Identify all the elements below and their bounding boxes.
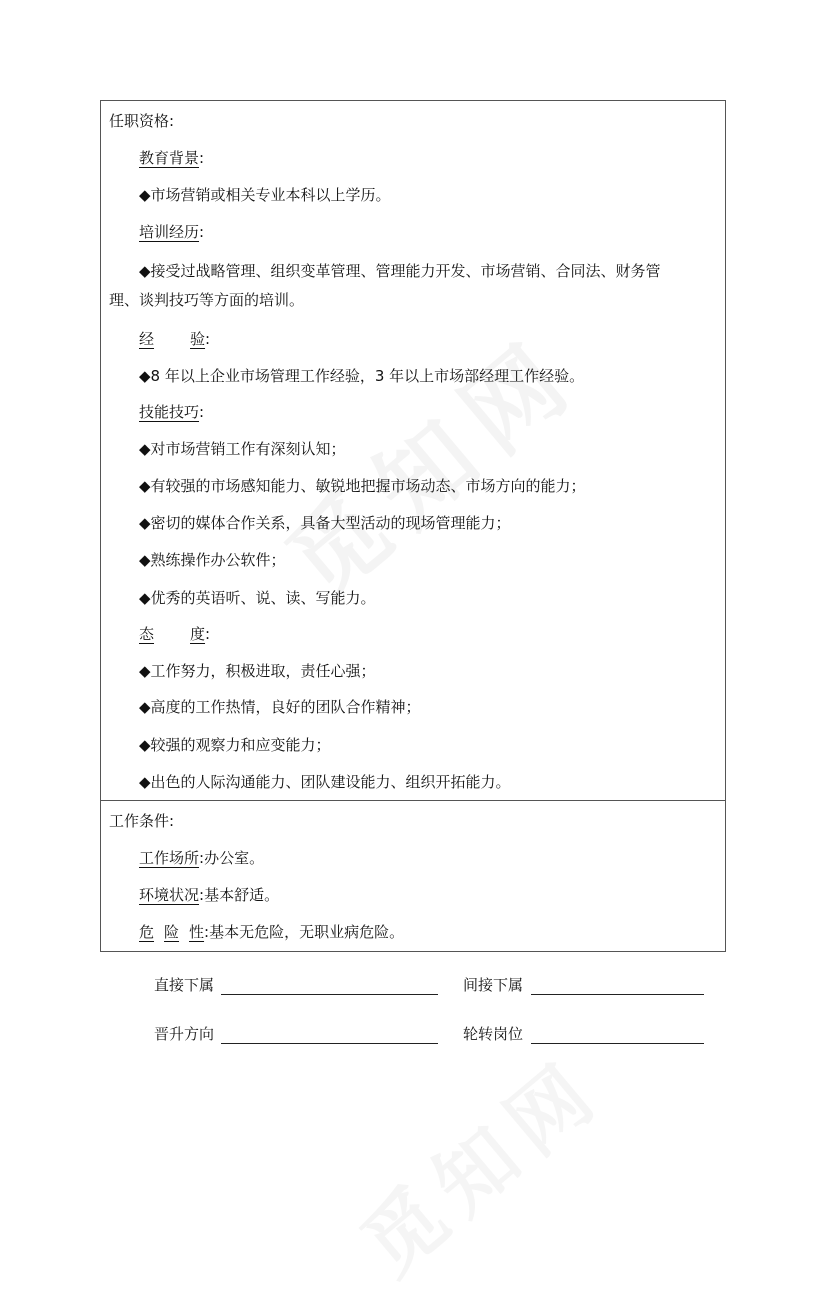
training-item-line2: 理、谈判技巧等方面的培训。 xyxy=(109,291,305,309)
direct-subordinate-field[interactable] xyxy=(221,994,438,995)
training-item-line1: ◆接受过战略管理、组织变革管理、管理能力开发、市场营销、合同法、财务管 xyxy=(139,262,661,280)
rotation-field[interactable] xyxy=(531,1043,704,1044)
promotion-field[interactable] xyxy=(221,1043,438,1044)
rotation-label: 轮转岗位 xyxy=(463,1025,524,1043)
skills-item: ◆密切的媒体合作关系，具备大型活动的现场管理能力； xyxy=(139,514,511,532)
qualifications-heading: 任职资格: xyxy=(109,112,175,130)
experience-subheading: 经 验: xyxy=(139,330,211,348)
condition-danger: 危 险 性:基本无危险，无职业病危险。 xyxy=(139,923,405,941)
training-subheading: 培训经历: xyxy=(139,223,205,241)
conditions-heading: 工作条件: xyxy=(109,812,175,830)
education-item: ◆市场营销或相关专业本科以上学历。 xyxy=(139,186,391,204)
education-subheading: 教育背景: xyxy=(139,149,205,167)
conditions-section xyxy=(100,800,726,952)
skills-item: ◆优秀的英语听、说、读、写能力。 xyxy=(139,589,376,607)
skills-item: ◆对市场营销工作有深刻认知； xyxy=(139,440,346,458)
indirect-subordinate-field[interactable] xyxy=(531,994,704,995)
attitude-subheading: 态 度: xyxy=(139,625,211,643)
watermark-bottom xyxy=(333,1015,627,1284)
condition-environment: 环境状况:基本舒适。 xyxy=(139,886,280,904)
indirect-subordinate-label: 间接下属 xyxy=(463,976,524,994)
attitude-item: ◆工作努力，积极进取，责任心强； xyxy=(139,662,376,680)
promotion-label: 晋升方向 xyxy=(154,1025,215,1043)
skills-subheading: 技能技巧: xyxy=(139,403,205,421)
attitude-item: ◆高度的工作热情，良好的团队合作精神； xyxy=(139,698,421,716)
experience-item: ◆8 年以上企业市场管理工作经验，3 年以上市场部经理工作经验。 xyxy=(139,367,585,385)
condition-place: 工作场所:办公室。 xyxy=(139,849,265,867)
skills-item: ◆熟练操作办公软件； xyxy=(139,551,286,569)
qualifications-section xyxy=(100,100,726,801)
direct-subordinate-label: 直接下属 xyxy=(154,976,215,994)
attitude-item: ◆出色的人际沟通能力、团队建设能力、组织开拓能力。 xyxy=(139,773,511,791)
attitude-item: ◆较强的观察力和应变能力； xyxy=(139,736,331,754)
skills-item: ◆有较强的市场感知能力、敏锐地把握市场动态、市场方向的能力； xyxy=(139,477,586,495)
